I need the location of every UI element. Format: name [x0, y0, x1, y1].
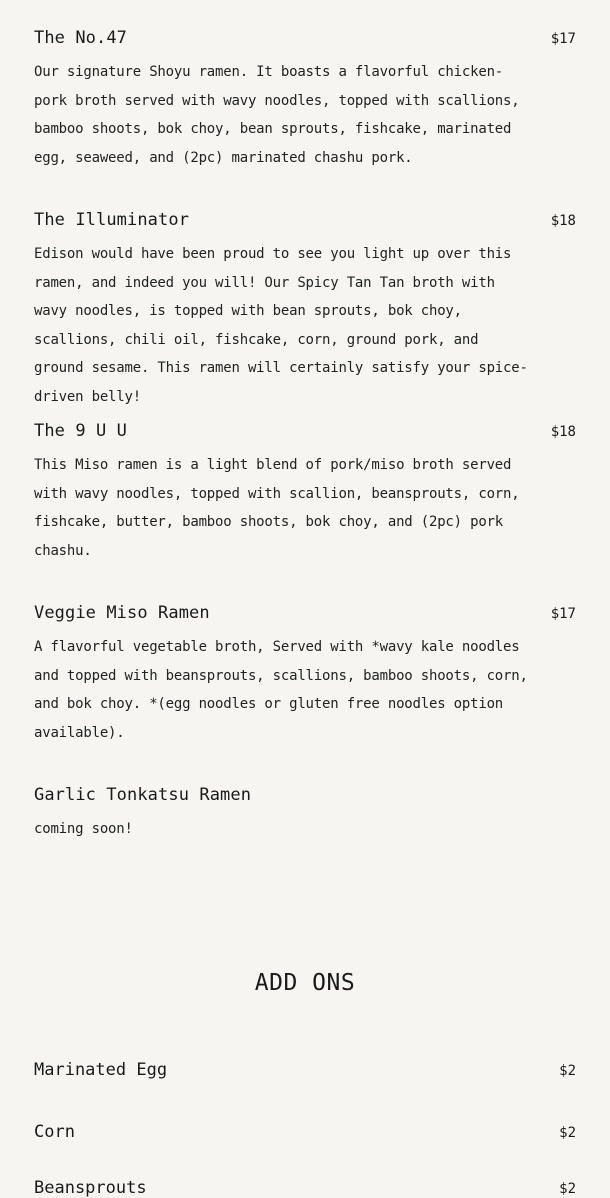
item-description: A flavorful vegetable broth, Served with *wavy kale noodles and topped with beansprouts, scallions, bamboo shoots, corn, and bok choy. *(egg noodles or gluten free noodles option available).: [34, 639, 528, 741]
addon-item: [34, 1060, 576, 1080]
item-price: $17: [550, 606, 576, 622]
item-price: $18: [550, 213, 576, 229]
addon-name: Corn: [34, 1122, 75, 1142]
menu-item: [34, 421, 576, 565]
menu-item: [34, 28, 576, 172]
item-price: $17: [550, 31, 576, 47]
addon-price: $2: [559, 1125, 576, 1141]
menu-item: [34, 210, 576, 412]
item-header: [34, 421, 576, 441]
item-name: The 9 U U: [34, 421, 128, 441]
item-header: [34, 28, 576, 48]
menu-item: [34, 785, 576, 844]
item-header: [34, 603, 576, 623]
menu-item: [34, 603, 576, 747]
addon-price: $2: [559, 1181, 576, 1197]
item-description: Edison would have been proud to see you light up over this ramen, and indeed you will! Our Spicy Tan Tan broth with wavy noodles, is topped with bean sprouts, bok choy, scallions, chili oil, fishcake, corn, ground pork, and ground sesame. This ramen will certainly satisfy your spice-driven belly!: [34, 246, 528, 405]
addon-name: Marinated Egg: [34, 1060, 168, 1080]
item-name: The No.47: [34, 28, 128, 48]
item-header: [34, 210, 576, 230]
item-description: This Miso ramen is a light blend of pork/miso broth served with wavy noodles, topped with scallion, beansprouts, corn, fishcake, butter, bamboo shoots, bok choy, and (2pc) pork chashu.: [34, 457, 520, 559]
item-price: $18: [550, 424, 576, 440]
addon-name: Beansprouts: [34, 1178, 147, 1198]
addons-heading: ADD ONS: [254, 970, 356, 996]
item-description: coming soon!: [34, 821, 133, 837]
item-description: Our signature Shoyu ramen. It boasts a flavorful chicken-pork broth served with wavy noodles, topped with scallions, bamboo shoots, bok choy, bean sprouts, fishcake, marinated egg, seaweed, and (2pc) marinated chashu pork.: [34, 64, 520, 166]
item-header: [34, 785, 576, 805]
item-name: The Illuminator: [34, 210, 190, 230]
addon-item: [34, 1122, 576, 1142]
addon-price: $2: [559, 1063, 576, 1079]
item-name: Garlic Tonkatsu Ramen: [34, 785, 252, 805]
addon-item: [34, 1178, 576, 1198]
item-name: Veggie Miso Ramen: [34, 603, 210, 623]
